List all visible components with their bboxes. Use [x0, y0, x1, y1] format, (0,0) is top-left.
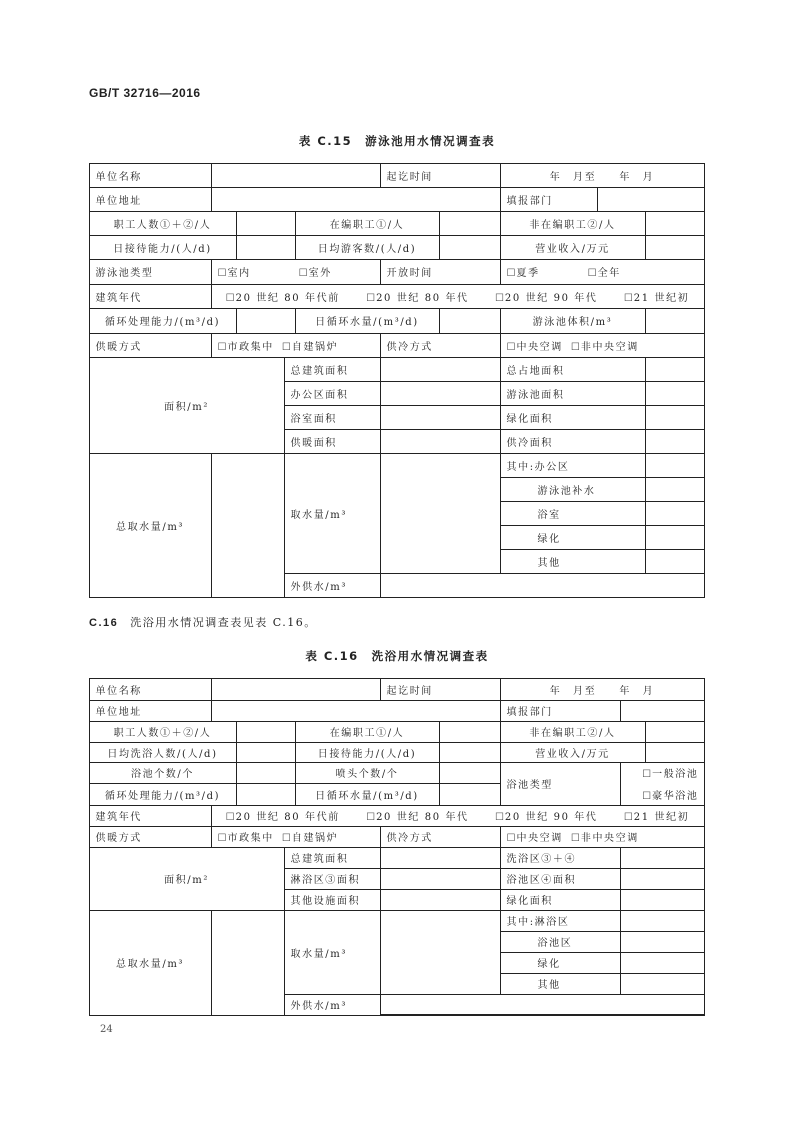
- input-cell[interactable]: [645, 235, 705, 260]
- checkbox-option[interactable]: ☐ 室内: [218, 264, 251, 279]
- cooling-options: [500, 826, 705, 848]
- period-value: 年 月至 年 月: [500, 678, 705, 701]
- input-cell[interactable]: [439, 721, 501, 743]
- input-cell[interactable]: [645, 381, 705, 406]
- label-cell: 日均游客数/(人/d): [295, 235, 440, 260]
- input-cell[interactable]: [620, 931, 705, 953]
- label-cell: 日均洗浴人数/(人/d): [89, 742, 237, 763]
- input-cell[interactable]: [236, 762, 296, 784]
- input-cell[interactable]: [380, 889, 501, 911]
- label-cell: 起讫时间: [380, 678, 501, 701]
- input-cell[interactable]: [236, 235, 296, 260]
- checkbox-option[interactable]: ☐ 室外: [299, 264, 332, 279]
- label-cell: 填报部门: [500, 187, 598, 212]
- table-c16-caption: 表 C.16 洗浴用水情况调查表: [305, 649, 489, 663]
- label-cell: 绿化面积: [500, 405, 646, 430]
- label-cell: 总占地面积: [500, 357, 646, 382]
- input-cell[interactable]: [620, 910, 705, 932]
- checkbox-option[interactable]: ☐ 自建锅炉: [282, 338, 338, 353]
- standard-number: GB/T 32716—2016: [89, 86, 201, 100]
- input-cell[interactable]: [211, 700, 501, 722]
- input-cell[interactable]: [645, 501, 705, 526]
- label-cell: 职工人数①＋②/人: [89, 721, 237, 743]
- label-cell: 办公区面积: [284, 381, 381, 406]
- input-cell[interactable]: [439, 235, 501, 260]
- input-cell[interactable]: [211, 187, 501, 212]
- label-cell: 总建筑面积: [284, 357, 381, 382]
- label-cell: 绿化: [500, 952, 621, 974]
- label-cell: 非在编职工②/人: [500, 211, 646, 236]
- input-cell[interactable]: [645, 308, 705, 334]
- input-cell[interactable]: [439, 308, 501, 334]
- label-cell: 总建筑面积: [284, 847, 381, 869]
- label-cell: 绿化面积: [500, 889, 621, 911]
- intake-label: 取水量/m³: [284, 453, 381, 574]
- label-cell: 浴池区: [500, 931, 621, 953]
- label-cell: 其他: [500, 549, 646, 574]
- checkbox-option[interactable]: ☐ 自建锅炉: [282, 829, 338, 844]
- checkbox-option[interactable]: ☐ 20 世纪 90 年代: [495, 808, 598, 823]
- checkbox-option[interactable]: ☐ 20 世纪 80 年代: [366, 808, 469, 823]
- checkbox-option[interactable]: ☐ 一般浴池: [642, 765, 698, 780]
- checkbox-option[interactable]: ☐ 夏季: [507, 264, 540, 279]
- input-cell[interactable]: [380, 453, 501, 574]
- label-cell: 填报部门: [500, 700, 621, 722]
- input-cell[interactable]: [439, 783, 501, 806]
- input-cell[interactable]: [211, 163, 381, 188]
- checkbox-option[interactable]: ☐ 中央空调: [507, 338, 563, 353]
- label-cell: 单位名称: [89, 678, 212, 701]
- checkbox-option[interactable]: ☐ 中央空调: [507, 829, 563, 844]
- checkbox-option[interactable]: ☐ 市政集中: [218, 829, 274, 844]
- label-cell: 建筑年代: [89, 805, 212, 827]
- label-cell: 浴室面积: [284, 405, 381, 430]
- input-cell[interactable]: [211, 910, 285, 1016]
- area-label: 面积/m²: [89, 357, 285, 454]
- checkbox-option[interactable]: ☐ 非中央空调: [571, 338, 639, 353]
- input-cell[interactable]: [439, 211, 501, 236]
- input-cell[interactable]: [380, 994, 705, 1016]
- checkbox-option[interactable]: ☐ 全年: [588, 264, 621, 279]
- label-cell: 营业收入/万元: [500, 742, 646, 763]
- label-cell: 其中:办公区: [500, 453, 646, 478]
- input-cell[interactable]: [236, 308, 296, 334]
- input-cell[interactable]: [645, 742, 705, 763]
- input-cell[interactable]: [439, 742, 501, 763]
- input-cell[interactable]: [211, 678, 381, 701]
- input-cell[interactable]: [620, 952, 705, 974]
- section-number: C.16: [89, 617, 119, 629]
- total-water-label: 总取水量/m³: [89, 910, 212, 1016]
- pool-type-options: [211, 259, 381, 285]
- input-cell[interactable]: [380, 405, 501, 430]
- label-cell: 开放时间: [380, 259, 501, 285]
- input-cell[interactable]: [620, 868, 705, 890]
- checkbox-option[interactable]: ☐ 20 世纪 80 年代前: [226, 808, 340, 823]
- checkbox-option[interactable]: ☐ 20 世纪 80 年代前: [226, 289, 340, 304]
- pool-type-box: [620, 762, 705, 806]
- label-cell: 日循环水量/(m³/d): [295, 783, 440, 806]
- input-cell[interactable]: [645, 453, 705, 478]
- label-cell: 日接待能力/(人/d): [89, 235, 237, 260]
- label-cell: 供冷方式: [380, 826, 501, 848]
- checkbox-option[interactable]: ☐ 20 世纪 90 年代: [495, 289, 598, 304]
- input-cell[interactable]: [620, 700, 705, 722]
- total-water-label: 总取水量/m³: [89, 453, 212, 598]
- heating-options: [211, 826, 381, 848]
- input-cell[interactable]: [380, 573, 705, 598]
- heating-options: [211, 333, 381, 358]
- checkbox-option[interactable]: ☐ 非中央空调: [571, 829, 639, 844]
- input-cell[interactable]: [380, 429, 501, 454]
- area-label: 面积/m²: [89, 847, 285, 911]
- label-cell: 职工人数①＋②/人: [89, 211, 237, 236]
- cooling-options: [500, 333, 705, 358]
- input-cell[interactable]: [380, 868, 501, 890]
- period-value: 年 月至 年 月: [500, 163, 705, 188]
- label-cell: 供冷面积: [500, 429, 646, 454]
- input-cell[interactable]: [380, 847, 501, 869]
- build-era-options: [211, 284, 705, 309]
- input-cell[interactable]: [620, 973, 705, 995]
- label-cell: 喷头个数/个: [295, 762, 440, 784]
- label-cell: 单位地址: [89, 700, 212, 722]
- label-cell: 供暖方式: [89, 333, 212, 358]
- label-cell: 起讫时间: [380, 163, 501, 188]
- label-cell: 其中:淋浴区: [500, 910, 621, 932]
- input-cell[interactable]: [645, 211, 705, 236]
- input-cell[interactable]: [645, 721, 705, 743]
- label-cell: 游泳池面积: [500, 381, 646, 406]
- input-cell[interactable]: [620, 847, 705, 869]
- label-cell: 游泳池类型: [89, 259, 212, 285]
- label-cell: 在编职工①/人: [295, 721, 440, 743]
- label-cell: 循环处理能力/(m³/d): [89, 308, 237, 334]
- input-cell[interactable]: [597, 187, 705, 212]
- input-cell[interactable]: [236, 783, 296, 806]
- input-cell[interactable]: [645, 405, 705, 430]
- input-cell[interactable]: [645, 357, 705, 382]
- input-cell[interactable]: [645, 549, 705, 574]
- input-cell[interactable]: [380, 357, 501, 382]
- input-cell[interactable]: [236, 742, 296, 763]
- label-cell: 外供水/m³: [284, 994, 381, 1016]
- section-c16-paragraph: [89, 614, 317, 630]
- label-cell: 建筑年代: [89, 284, 212, 309]
- build-era-options: [211, 805, 705, 827]
- label-cell: 游泳池体积/m³: [500, 308, 646, 334]
- input-cell[interactable]: [211, 453, 285, 598]
- table-bottom-rule: [380, 1014, 705, 1016]
- label-cell: 单位地址: [89, 187, 212, 212]
- label-cell: 外供水/m³: [284, 573, 381, 598]
- checkbox-option[interactable]: ☐ 豪华浴池: [642, 787, 698, 802]
- input-cell[interactable]: [380, 910, 501, 995]
- intake-label: 取水量/m³: [284, 910, 381, 995]
- input-cell[interactable]: [236, 721, 296, 743]
- label-cell: 日接待能力/(人/d): [295, 742, 440, 763]
- label-cell: 在编职工①/人: [295, 211, 440, 236]
- label-cell: 供暖面积: [284, 429, 381, 454]
- input-cell[interactable]: [380, 381, 501, 406]
- label-cell: 淋浴区③面积: [284, 868, 381, 890]
- label-cell: 浴池类型: [500, 762, 621, 806]
- label-cell: 浴室: [500, 501, 646, 526]
- label-cell: 洗浴区③＋④: [500, 847, 621, 869]
- input-cell[interactable]: [645, 525, 705, 550]
- label-cell: 日循环水量/(m³/d): [295, 308, 440, 334]
- label-cell: 绿化: [500, 525, 646, 550]
- label-cell: 游泳池补水: [500, 477, 646, 502]
- input-cell[interactable]: [620, 889, 705, 911]
- section-text: 洗浴用水情况调查表见表 C.16。: [130, 616, 317, 629]
- page-number: 24: [100, 1024, 113, 1035]
- label-cell: 浴池个数/个: [89, 762, 237, 784]
- checkbox-option[interactable]: ☐ 21 世纪初: [624, 808, 689, 823]
- open-time-options: [500, 259, 705, 285]
- input-cell[interactable]: [236, 211, 296, 236]
- input-cell[interactable]: [645, 429, 705, 454]
- label-cell: 其他设施面积: [284, 889, 381, 911]
- label-cell: 浴池区④面积: [500, 868, 621, 890]
- label-cell: 单位名称: [89, 163, 212, 188]
- label-cell: 营业收入/万元: [500, 235, 646, 260]
- label-cell: 供暖方式: [89, 826, 212, 848]
- label-cell: 循环处理能力/(m³/d): [89, 783, 237, 806]
- checkbox-option[interactable]: ☐ 20 世纪 80 年代: [366, 289, 469, 304]
- input-cell[interactable]: [645, 477, 705, 502]
- checkbox-option[interactable]: ☐ 21 世纪初: [624, 289, 689, 304]
- label-cell: 非在编职工②/人: [500, 721, 646, 743]
- label-cell: 供冷方式: [380, 333, 501, 358]
- label-cell: 其他: [500, 973, 621, 995]
- input-cell[interactable]: [439, 762, 501, 784]
- table-c15-caption: 表 C.15 游泳池用水情况调查表: [298, 134, 496, 148]
- checkbox-option[interactable]: ☐ 市政集中: [218, 338, 274, 353]
